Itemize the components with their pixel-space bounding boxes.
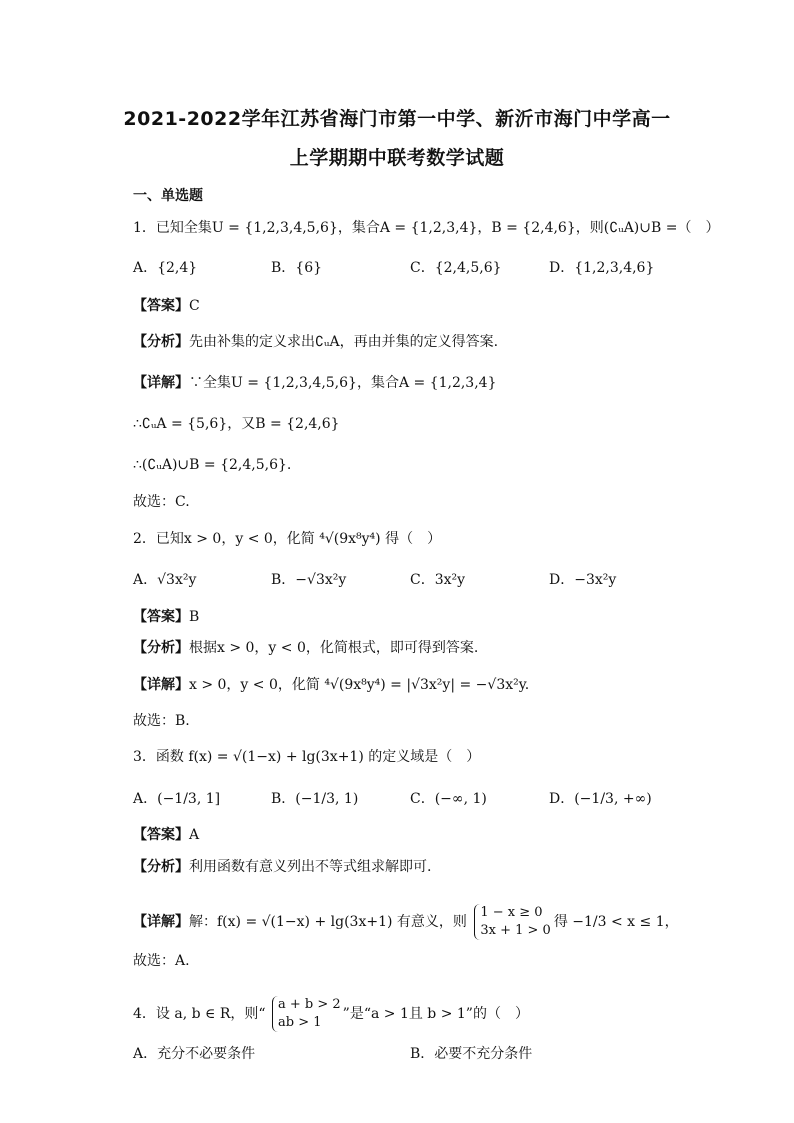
document-title-line2: 上学期期中联考数学试题 bbox=[289, 147, 505, 169]
question-1-option-c: C．{2,4,5,6} bbox=[410, 260, 502, 276]
question-3-option-d: D．(−1/3, +∞) bbox=[549, 791, 652, 807]
question-4-option-a: A．充分不必要条件 bbox=[133, 1046, 256, 1062]
question-1-option-d: D．{1,2,3,4,6} bbox=[549, 260, 655, 276]
question-3-option-b: B．(−1/3, 1) bbox=[271, 791, 359, 807]
inequality-system: 1 − x ≥ 0 3x + 1 > 0 bbox=[474, 904, 550, 940]
question-1-step-2: ∴(∁ᵤA)∪B = {2,4,5,6}. bbox=[133, 457, 292, 473]
question-1-step-1: ∴∁ᵤA = {5,6}，又B = {2,4,6} bbox=[133, 416, 340, 432]
question-2-option-d: D．−3x²y bbox=[549, 572, 617, 588]
question-4-option-b: B．必要不充分条件 bbox=[410, 1046, 533, 1062]
question-3-answer: 【答案】A bbox=[133, 827, 200, 843]
question-2-option-b: B．−√3x²y bbox=[271, 572, 347, 588]
question-3-analysis: 【分析】利用函数有意义列出不等式组求解即可. bbox=[133, 859, 432, 875]
question-2-conclusion: 故选：B. bbox=[133, 713, 190, 729]
document-title-line1: 2021-2022学年江苏省海门市第一中学、新沂市海门中学高一 bbox=[123, 108, 671, 130]
question-2-answer: 【答案】B bbox=[133, 609, 200, 625]
question-2-option-c: C．3x²y bbox=[410, 572, 466, 588]
question-3-conclusion: 故选：A. bbox=[133, 953, 190, 969]
question-1-option-a: A．{2,4} bbox=[133, 260, 198, 276]
question-2-detail: 【详解】x > 0，y < 0，化简 ⁴√(9x⁸y⁴) = |√3x²y| = −√3x²y. bbox=[133, 677, 530, 693]
question-1-detail: 【详解】∵全集U = {1,2,3,4,5,6}，集合A = {1,2,3,4} bbox=[133, 375, 497, 391]
question-1-conclusion: 故选：C. bbox=[133, 494, 190, 510]
question-2-analysis: 【分析】根据x > 0，y < 0，化简根式，即可得到答案. bbox=[133, 640, 479, 656]
question-3-option-a: A．(−1/3, 1] bbox=[133, 791, 221, 807]
question-1-analysis: 【分析】先由补集的定义求出∁ᵤA，再由并集的定义得答案. bbox=[133, 334, 499, 350]
question-3-detail: 【详解】解：f(x) = √(1−x) + lg(3x+1) 有意义，则 1 − x ≥ 0 3x + 1 > 0 得 −1/3 < x ≤ 1， bbox=[133, 905, 679, 938]
question-1-stem: 1．已知全集U = {1,2,3,4,5,6}，集合A = {1,2,3,4}，B = {2,4,6}，则(∁ᵤA)∪B =（ ） bbox=[133, 220, 720, 236]
question-1-answer: 【答案】C bbox=[133, 298, 200, 314]
question-3-stem: 3．函数 f(x) = √(1−x) + lg(3x+1) 的定义域是（ ） bbox=[133, 749, 481, 765]
question-4-stem: 4．设 a, b ∈ R，则“ a + b > 2 ab > 1 ”是“a > 1且 b > 1”的（ ） bbox=[133, 997, 529, 1030]
inequality-system: a + b > 2 ab > 1 bbox=[272, 996, 341, 1032]
question-2-stem: 2．已知x > 0，y < 0，化简 ⁴√(9x⁸y⁴) 得（ ） bbox=[133, 531, 442, 547]
question-1-option-b: B．{6} bbox=[271, 260, 323, 276]
question-3-option-c: C．(−∞, 1) bbox=[410, 791, 487, 807]
question-2-option-a: A．√3x²y bbox=[133, 572, 197, 588]
section-heading: 一、单选题 bbox=[133, 188, 203, 204]
